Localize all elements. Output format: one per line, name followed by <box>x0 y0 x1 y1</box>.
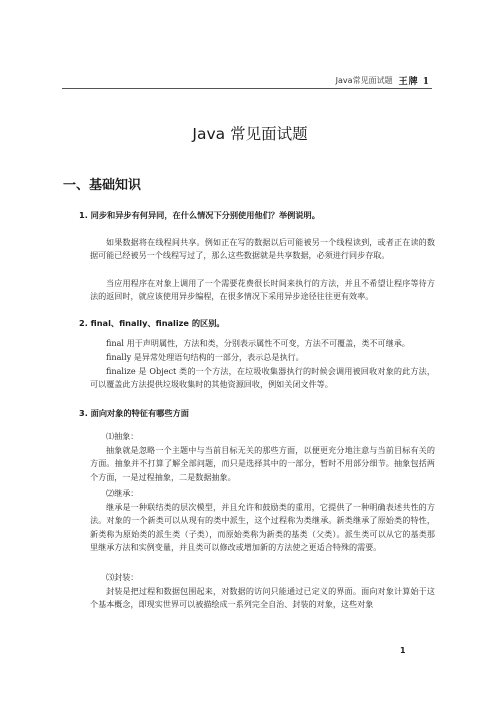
subsection-label: ⑶封装： <box>106 572 139 582</box>
subsection-label: ⑴抽象： <box>106 431 139 441</box>
header-rule <box>62 88 432 89</box>
paragraph: finally 是异常处理语句结构的一部分，表示总是执行。 <box>106 352 304 362</box>
paragraph: 抽象就是忽略一个主题中与当前目标无关的那些方面，以便更充分地注意与当前目标有关的方面。抽象并不打算了解全部问题，而只是选择其中的一部分，暂时不用部分细节。抽象包括两个方面，一是过程抽象，二是数据抽象。 <box>90 445 435 482</box>
question-heading: 2. final、finally、finalize 的区别。 <box>79 318 225 328</box>
running-header <box>300 73 430 87</box>
document-title: Java 常见面试题 <box>192 125 308 143</box>
brand-logo: 王牌 1 <box>398 76 430 87</box>
question-heading: 3. 面向对象的特征有哪些方面 <box>79 408 189 418</box>
paragraph: 封装是把过程和数据包围起来，对数据的访问只能通过已定义的界面。面向对象计算始于这个基本概念，即现实世界可以被描绘成一系列完全自治、封装的对象，这些对象 <box>90 586 435 610</box>
question-heading: 1. 同步和异步有何异同，在什么情况下分别使用他们？举例说明。 <box>79 210 320 220</box>
paragraph: finalize 是 Object 类的一个方法，在垃圾收集器执行的时候会调用被回收对象的此方法，可以覆盖此方法提供垃圾收集时的其他资源回收，例如关闭文件等。 <box>90 366 435 390</box>
paragraph: 如果数据将在线程间共享。例如正在写的数据以后可能被另一个线程读到，或者正在读的数据可能已经被另一个线程写过了，那么这些数据就是共享数据，必须进行同步存取。 <box>90 237 435 261</box>
section-heading: 一、基础知识 <box>63 178 142 193</box>
page-number: 1 <box>400 646 406 655</box>
paragraph: 继承是一种联结类的层次模型，并且允许和鼓励类的重用，它提供了一种明确表述共性的方法。对象的一个新类可以从现有的类中派生，这个过程称为类继承。新类继承了原始类的特性，新类称为原始类的派生类（子类），而原始类称为新类的基类（父类）。派生类可以从它的基类那里继承方法和实例变量，并且类可以修改或增加新的方法使之更适合特殊的需要。 <box>90 502 435 553</box>
subsection-label: ⑵继承： <box>106 488 139 498</box>
running-title: Java常见面试题 <box>335 75 393 85</box>
paragraph: final 用于声明属性，方法和类，分别表示属性不可变，方法不可覆盖，类不可继承。 <box>106 338 410 348</box>
paragraph: 当应用程序在对象上调用了一个需要花费很长时间来执行的方法，并且不希望让程序等待方法的返回时，就应该使用异步编程，在很多情况下采用异步途径往往更有效率。 <box>90 278 435 302</box>
